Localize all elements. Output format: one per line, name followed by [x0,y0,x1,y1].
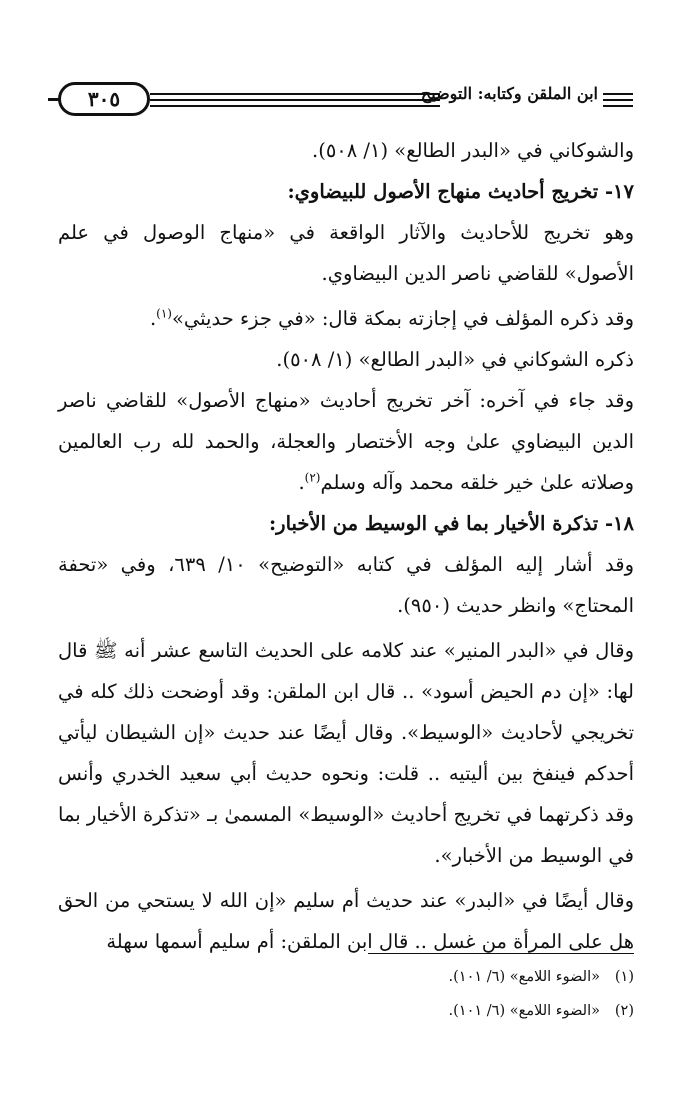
header-rule [150,105,440,107]
paragraph: والشوكاني في «البدر الطالع» (١/ ٥٠٨). [312,139,634,162]
section-heading-17: ١٧- تخريج أحاديث منهاج الأصول للبيضاوي: [287,180,634,203]
paragraph-text: وقد ذكره المؤلف في إجازته بمكة قال: «في جزء حديثي» [171,307,634,330]
footnote-ref: (٢) [304,470,321,485]
page-number: ٣٠٥ [58,82,150,116]
header-rule [603,93,633,95]
paragraph: وقال في «البدر المنير» عند كلامه على الحديث التاسع عشر أنه ﷺ قال لها: «إن دم الحيض أسود» .. قال ابن الملقن: وقد أوضحت ذلك كله في تخريجي لأحاديث «الوسيط». وقال أيضًا عند حديث «إن الشيطان ليأتي أحدكم فينفخ بين أليتيه .. قلت: ونحوه حديث أبي سعيد الخدري وأنس وقد ذكرتهما في تخريج أحاديث «الوسيط» المسمىٰ بـ «تذكرة الأخيار بما في الوسيط من الأخبار». [58,639,634,867]
page-body [58,130,634,962]
paragraph: ذكره الشوكاني في «البدر الطالع» (١/ ٥٠٨). [276,348,634,371]
footnote [58,994,634,1028]
paragraph: وهو تخريج للأحاديث والآثار الواقعة في «منهاج الوصول في علم الأصول» للقاضي ناصر الدين البيضاوي. [58,221,634,285]
header-rule [150,93,440,95]
header-rule [150,99,440,101]
footnote-ref: (١) [156,306,172,321]
footnote-separator [368,953,634,954]
footnotes [58,960,634,1028]
footnote-text: «الضوء اللامع» (٦/ ١٠١). [448,1003,600,1019]
header-rule [603,105,633,107]
footnote-number: (١) [614,969,634,985]
footnote [58,960,634,994]
header-rule [603,99,633,101]
paragraph-text: وقد جاء في آخره: آخر تخريج أحاديث «منهاج الأصول» للقاضي ناصر الدين البيضاوي علىٰ وجه الأختصار والعجلة، والحمد لله رب العالمين وصلاته علىٰ خير خلقه محمد وآله وسلم [58,389,634,494]
running-title: ابن الملقن وكتابه: التوضيح [420,84,598,103]
paragraph: وقد ذكره المؤلف في إجازته بمكة قال: «في جزء حديثي»$^{(١)}$. [149,306,634,330]
section-heading-18: ١٨- تذكرة الأخيار بما في الوسيط من الأخبار: [268,512,634,535]
page-header [58,82,630,118]
paragraph: وقال أيضًا في «البدر» عند حديث أم سليم «إن الله لا يستحي من الحق هل على المرأة من غسل .. قال ابن الملقن: أم سليم أسمها سهلة [58,889,634,953]
footnote-text: «الضوء اللامع» (٦/ ١٠١). [448,969,600,985]
paragraph: وقد أشار إليه المؤلف في كتابه «التوضيح» ١٠/ ٦٣٩، وفي «تحفة المحتاج» وانظر حديث (٩٥٠). [58,553,634,617]
footnote-number: (٢) [614,1003,634,1019]
paragraph: وقد جاء في آخره: آخر تخريج أحاديث «منهاج الأصول» للقاضي ناصر الدين البيضاوي علىٰ وجه الأختصار والعجلة، والحمد لله رب العالمين وصلاته علىٰ خير خلقه محمد وآله وسلم$^{(٢)}$. [58,389,634,494]
